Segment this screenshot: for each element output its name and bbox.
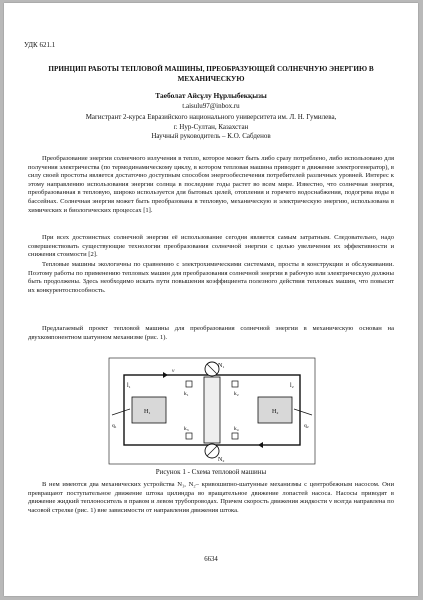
valve <box>186 381 192 387</box>
body-paragraph: При всех достоинствах солнечной энергии её использование сегодня является самым затратным. Следовательно, надо совершенствовать существующие технологии преобразования солнечной энергии с целью увеличения их эффективности и снижения стоимости [2]. <box>28 234 394 259</box>
affiliation-block <box>24 113 398 142</box>
author-email[interactable]: t.aisulu97@inbox.ru <box>182 102 240 110</box>
body-paragraph: В нем имеются два механических устройства N₁, N₂– кривошипно-шатунные механизмы с центробежным насосом. Они превращают поступательное движение штока цилиндра во вращательное движение лопастей насоса. Насосы приводят в движение жидкий теплоноситель в правом и левом трубопроводах. Причем скорость движения жидкости v всегда направлена по часовой стрелке (рис. 1) вне зависимости от направления движения штока. <box>28 481 394 514</box>
cylinder <box>204 377 220 443</box>
valve <box>232 433 238 439</box>
valve <box>232 381 238 387</box>
label-v: v <box>172 368 175 374</box>
paper-title: ПРИНЦИП РАБОТЫ ТЕПЛОВОЙ МАШИНЫ, ПРЕОБРАЗУЮЩЕЙ СОЛНЕЧНУЮ ЭНЕРГИЮ В МЕХАНИЧЕСКУЮ <box>48 65 374 83</box>
label-k2: k₂ <box>234 391 239 397</box>
label-l1: l₁ <box>127 383 131 389</box>
body-paragraph: Предлагаемый проект тепловой машины для преобразования солнечной энергии в механическую основан на двухкомпонентном шатунном механизме (рис. 1). <box>28 325 394 341</box>
author-name: Таеболат Айсұлу Нұрлыбекқызы <box>155 91 267 100</box>
page-number: 6634 <box>204 556 218 563</box>
supervisor-line: Научный руководитель – К.О. Сабденов <box>151 132 271 140</box>
label-q2: q₂ <box>304 423 309 429</box>
valve <box>186 433 192 439</box>
affiliation-line: г. Нур-Султан, Казахстан <box>173 122 249 131</box>
body-paragraph: Тепловые машины экологичны по сравнению с электрохимическими системами, просты в конструкции и обслуживании. Поэтому работы по применению тепловых машин для преобразования солнечной энергии в рабочую или электрическую должны быть продолжены. Здесь необходимо искать пути повышения коэффициента полезного действия тепловых машин, что повысит их конкурентоспособность. <box>28 261 394 294</box>
udk-code: УДК 621.1 <box>24 41 56 49</box>
affiliation-line: Магистрант 2-курса Евразийского национального университета им. Л. Н. Гумилева, <box>85 113 337 121</box>
label-k4: k₄ <box>234 426 239 432</box>
heat-machine-diagram <box>108 357 316 465</box>
paper-page <box>4 3 418 596</box>
body-paragraph: Преобразование энергии солнечного излучения в тепло, которое может быть либо сразу потреблено, либо использовано для получения электричества (по термодинамическому циклу, в котором тепловая машина приводит в движение электрогенератор), в силу своей простоты является достаточно доступным способом энергообеспечения потребителей различных уровней. Интерес к этому направлению использования энергии солнца в последние годы растет во всем мире. Известно, что солнечная энергия, преобразованная в тепловую, широко используется для бытовых целей, отопления и горячего водоснабжения, подогрева воды в бассейнах. Солнечная энергия может быть преобразована в тепловую, механическую и электрическую энергию, использована в химических и биологических процессах [1]. <box>28 155 394 214</box>
label-n2: N₂ <box>218 457 225 463</box>
figure-caption: Рисунок 1 - Схема тепловой машины <box>155 468 267 476</box>
label-l2: l₂ <box>290 383 294 389</box>
label-k3: k₃ <box>184 426 189 432</box>
label-n1: N₁ <box>218 363 225 369</box>
label-q1: q₁ <box>112 423 117 429</box>
label-h1: H₁ <box>144 409 151 415</box>
label-h2: H₂ <box>272 409 279 415</box>
label-k1: k₁ <box>184 391 189 397</box>
